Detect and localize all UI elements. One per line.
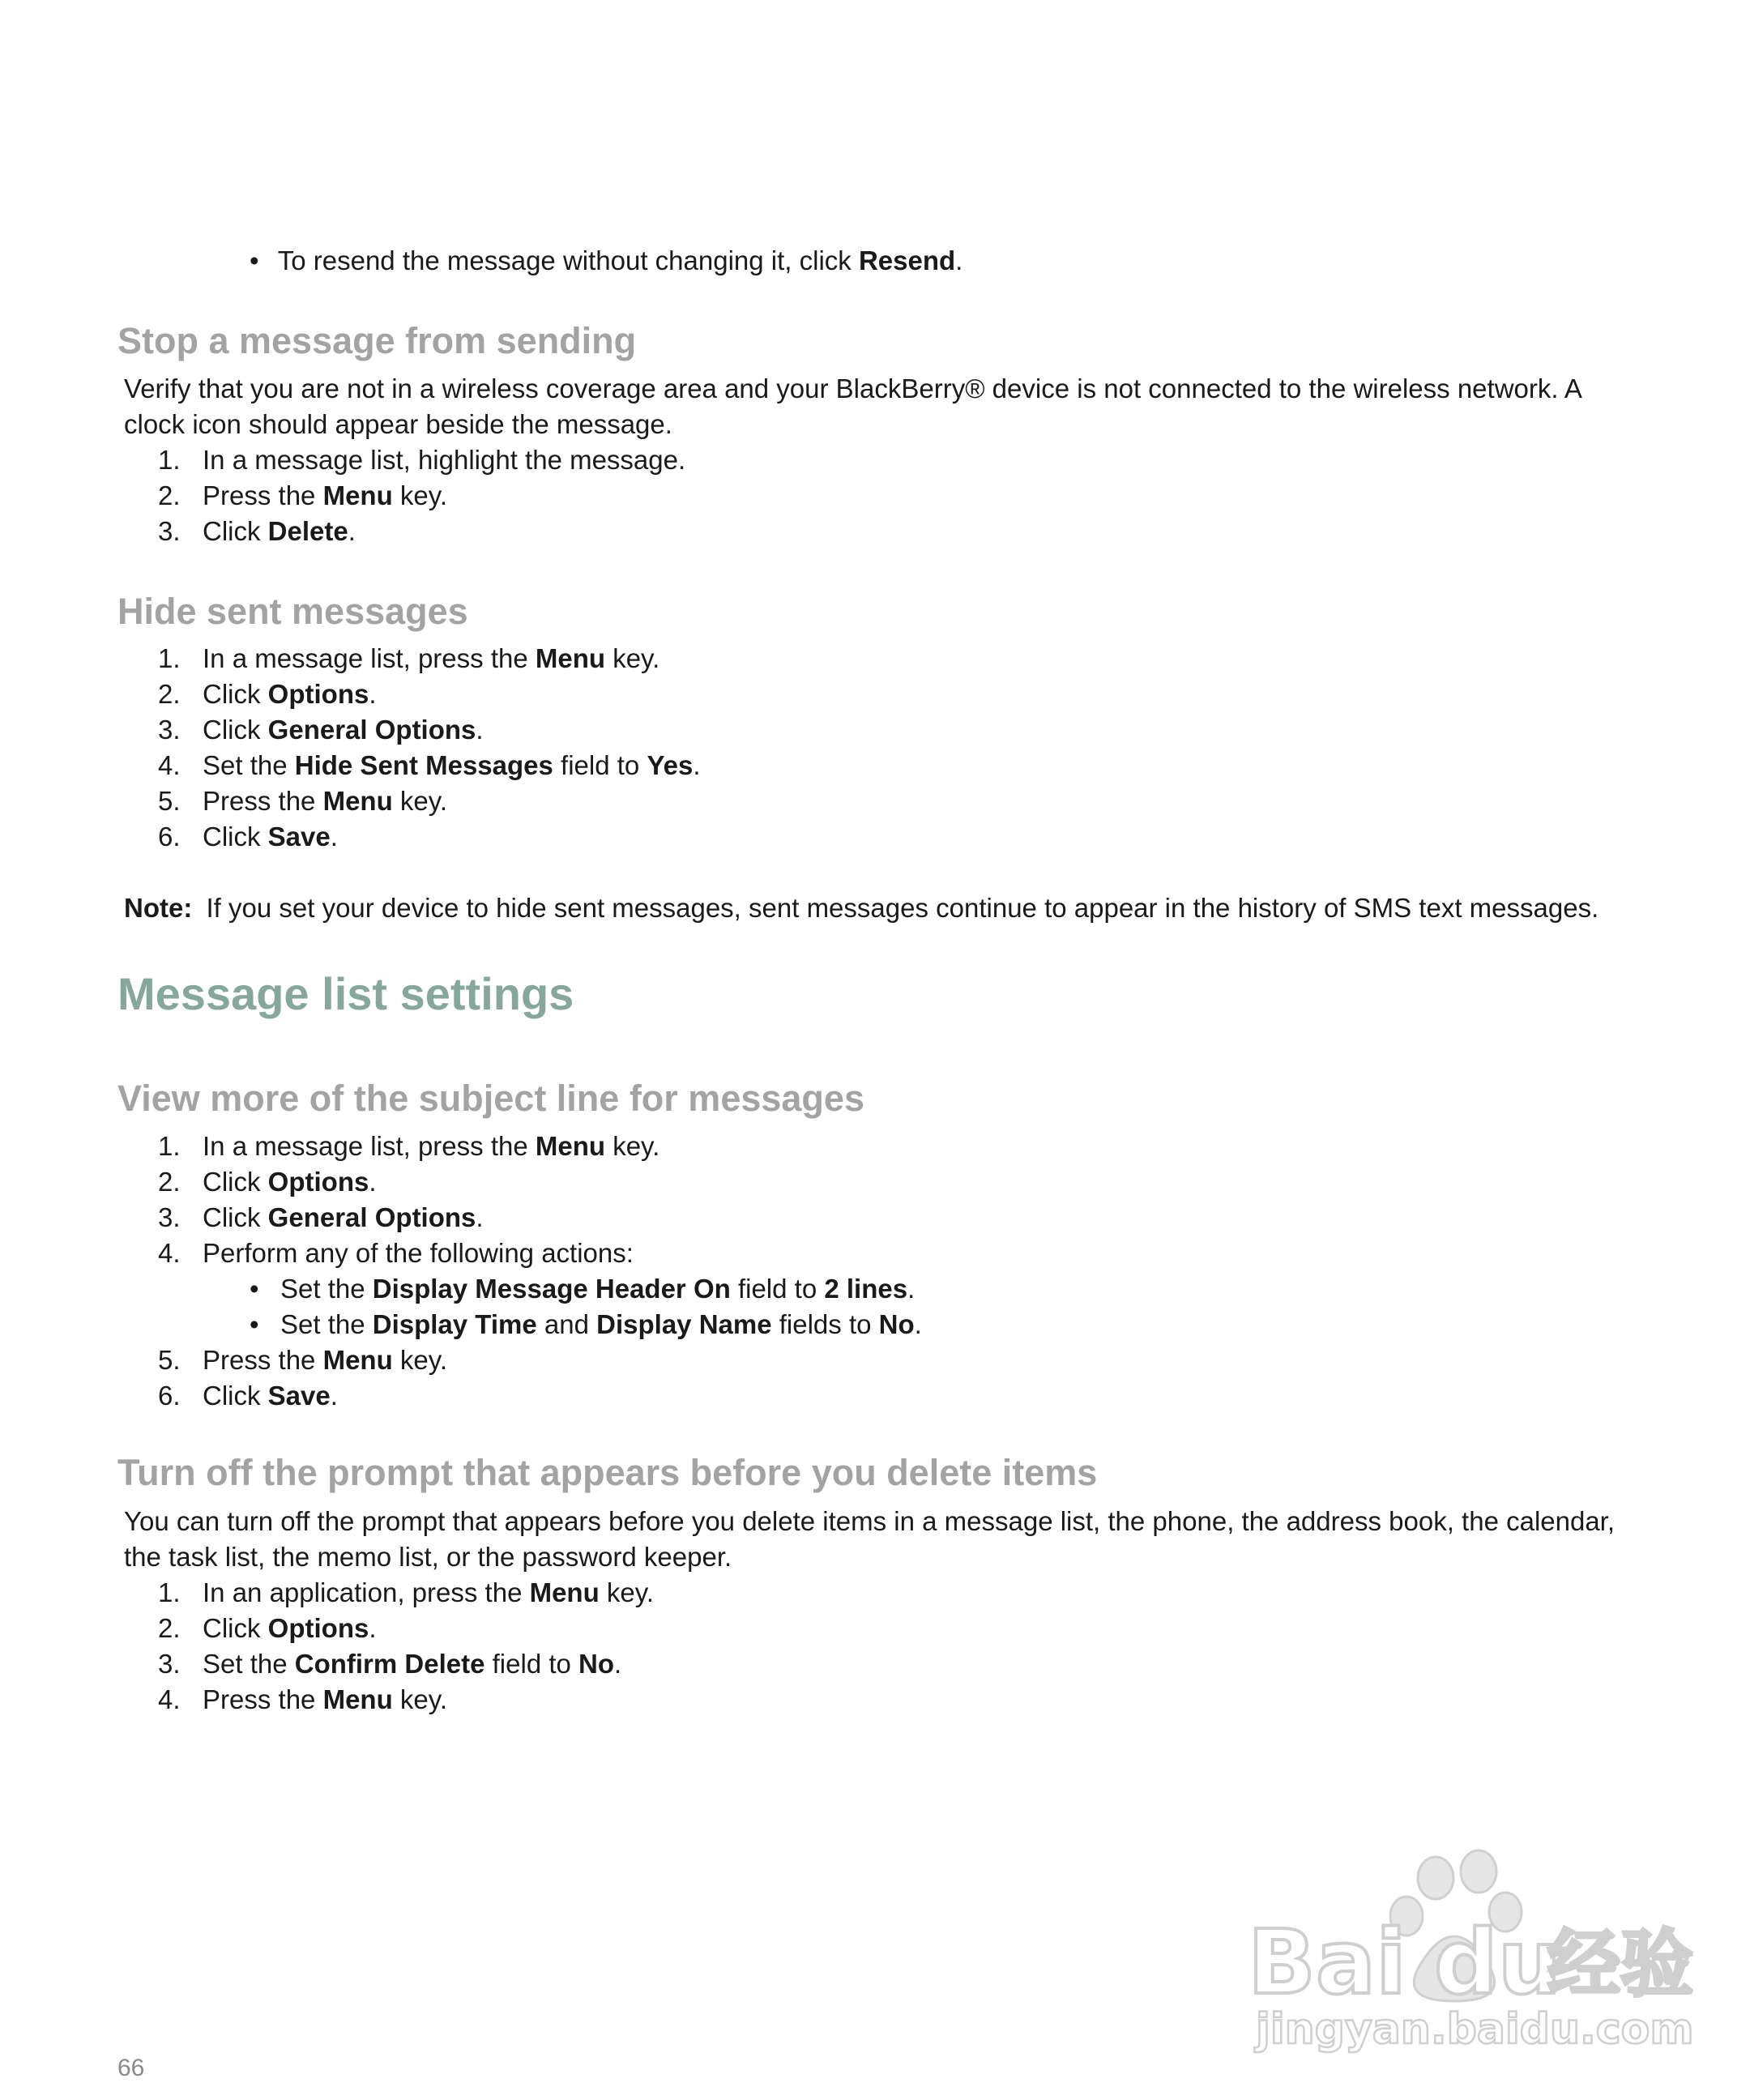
hide-steps bbox=[0, 641, 701, 855]
list-item: 4. Press the Menu key. bbox=[158, 1684, 447, 1714]
sub-list-item: • Set the Display Time and Display Name fields to No. bbox=[250, 1309, 922, 1339]
svg-text:经验: 经验 bbox=[1547, 1922, 1693, 2007]
view-steps bbox=[0, 1129, 922, 1414]
svg-text:du: du bbox=[1434, 1910, 1562, 2014]
list-item: 4. Perform any of the following actions: bbox=[158, 1238, 634, 1268]
heading-hide-sent: Hide sent messages bbox=[117, 591, 468, 632]
svg-text:Bai: Bai bbox=[1248, 1910, 1406, 2014]
resend-bullet bbox=[250, 243, 962, 279]
svg-text:jingyan.baidu.com: jingyan.baidu.com bbox=[1256, 2005, 1694, 2054]
list-item: 1. In a message list, press the Menu key. bbox=[158, 1131, 660, 1161]
stop-steps bbox=[0, 442, 685, 549]
list-item: 5. Press the Menu key. bbox=[158, 786, 447, 816]
list-item: 1. In a message list, press the Menu key. bbox=[158, 643, 660, 673]
list-item: 2. Click Options. bbox=[158, 1167, 377, 1197]
heading-view-more: View more of the subject line for messages bbox=[117, 1078, 864, 1119]
heading-stop-message: Stop a message from sending bbox=[117, 320, 637, 361]
list-item: 3. Click Delete. bbox=[158, 516, 356, 546]
list-item: 5. Press the Menu key. bbox=[158, 1345, 447, 1375]
list-item: 3. Click General Options. bbox=[158, 1202, 484, 1232]
heading-turn-off-prompt: Turn off the prompt that appears before you delete items bbox=[117, 1452, 1098, 1493]
bullet-dot: • bbox=[250, 245, 259, 275]
list-item: 6. Click Save. bbox=[158, 822, 338, 852]
list-item: 2. Click Options. bbox=[158, 679, 377, 709]
baidu-watermark bbox=[1248, 1847, 1694, 2054]
list-item: 3. Click General Options. bbox=[158, 715, 484, 745]
baidu-logo-icon bbox=[1248, 1847, 1694, 2054]
stop-intro: Verify that you are not in a wireless coverage area and your BlackBerry® device is not connected to the wireless network. A clock icon should appear beside the message. bbox=[124, 373, 1581, 439]
list-item: 1. In a message list, highlight the message. bbox=[158, 445, 686, 475]
list-item: 6. Click Save. bbox=[158, 1381, 338, 1411]
list-item: 2. Press the Menu key. bbox=[158, 480, 447, 510]
turnoff-steps bbox=[0, 1575, 654, 1718]
list-item: 4. Set the Hide Sent Messages field to Yes. bbox=[158, 750, 701, 780]
resend-text: To resend the message without changing it, click Resend. bbox=[277, 245, 963, 275]
list-item: 2. Click Options. bbox=[158, 1613, 377, 1643]
sub-list-item: • Set the Display Message Header On field to 2 lines. bbox=[250, 1274, 916, 1304]
note bbox=[124, 890, 1598, 926]
note-label: Note: bbox=[124, 893, 193, 923]
list-item: 1. In an application, press the Menu key. bbox=[158, 1577, 655, 1607]
turnoff-intro: You can turn off the prompt that appears before you delete items in a message list, the phone, the address book, the calendar, the task list, the memo list, or the password keeper. bbox=[124, 1506, 1616, 1572]
page-number: 66 bbox=[117, 2055, 145, 2081]
note-text: If you set your device to hide sent messages, sent messages continue to appear in the history of SMS text messages. bbox=[206, 893, 1599, 923]
section-title: Message list settings bbox=[117, 968, 574, 1019]
list-item: 3. Set the Confirm Delete field to No. bbox=[158, 1649, 622, 1679]
